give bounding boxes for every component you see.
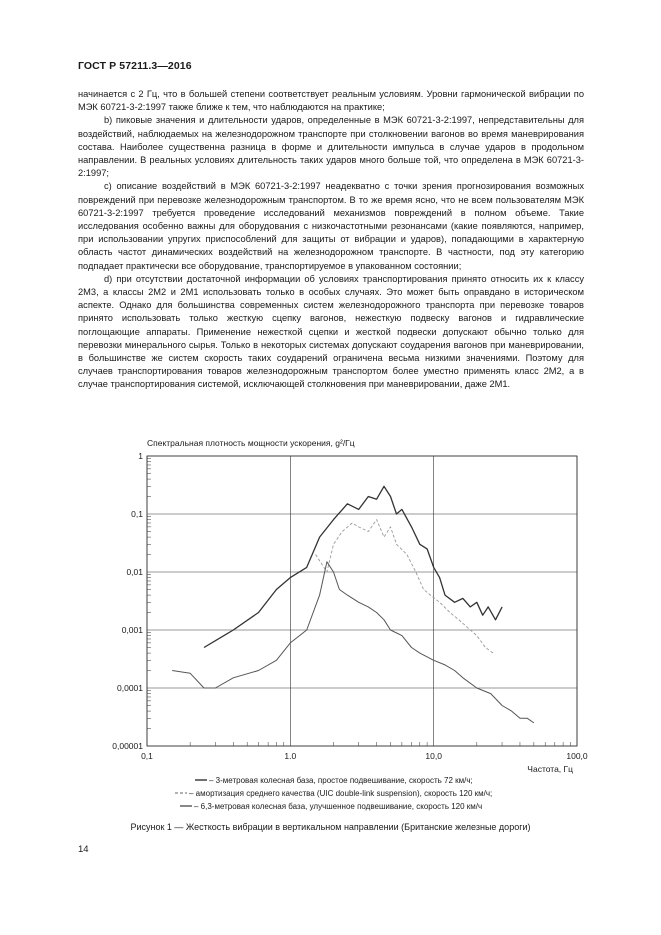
paragraph: b) пиковые значения и длительности ударов, определенные в МЭК 60721-3-2:1997, непредставительны для воздействий, наблюдаемых на железнодорожном транспорте при столкновении вагонов во время маневрирования состава. Наиболее существенна разница в форме и длительности импульса в случае ударов в продольном направлении. В реальных условиях длительность таких ударов много больше той, что определена в МЭК 60721-3-2:1997;	[78, 115, 584, 179]
psd-chart	[100, 434, 600, 824]
paragraph: начинается с 2 Гц, что в большей степени соответствует реальным условиям. Уровни гармонической вибрации по МЭК 60721-3-2:1997 также ближе к тем, что наблюдаются на практике;	[78, 89, 584, 113]
y-tick-label: 0,001	[121, 625, 143, 635]
plot-frame	[147, 456, 577, 746]
legend-label: – 3-метровая колесная база, простое подвешивание, скорость 72 км/ч;	[209, 776, 473, 785]
psd-figure	[100, 434, 600, 824]
y-tick-label: 0,1	[131, 509, 143, 519]
legend-label: – амортизация среднего качества (UIC double-link suspension), скорость 120 км/ч;	[189, 789, 493, 798]
body-text	[78, 88, 584, 392]
y-tick-label: 0,0001	[117, 683, 143, 693]
x-tick-label: 1.0	[284, 751, 297, 761]
series-line	[172, 562, 534, 723]
paragraph: d) при отсутствии достаточной информации об условиях транспортирования принято относить их к классу 2М3, а классы 2М2 и 2М1 использовать только в особых случаях. Это может быть оправдано в историческом аспекте. Однако для большинства современных систем железнодорожного транспорта при перевозке товаров принято использовать только жесткую сцепку вагонов, нежесткую подвеску вагонов и гидравлические поглощающие аппараты. Применение нежесткой сцепки и жесткой подвески допускают обычно только для перевозки минерального сырья. Только в некоторых системах допускают соударения вагонов при маневрировании, в большинстве же систем скорость таких соударений ограничена весьма низкими значениями. Поэтому для случаев транспортирования товаров железнодорожным транспортом более уместно применять класс 2М2, а в случае транспортирования системой, исключающей столкновения при маневрировании, даже 2М1.	[78, 273, 584, 390]
paragraph: c) описание воздействий в МЭК 60721-3-2:1997 неадекватно с точки зрения прогнозирования возможных повреждений при перевозке железнодорожным транспортом. В то же время ясно, что не всем пользователям МЭК 60721-3-2:1997 требуется проведение исследований механизмов повреждений в полном объеме. Такие исследования особенно важны для оборудования с низкочастотными резонансами (какие появляются, например, при использовании упругих приспособлений для защиты от вибрации и ударов), попадающими в характерную область частот динамических воздействий на железнодорожном транспорте. В частности, под эту категорию подпадает практически все оборудование, транспортируемое в упакованном состоянии;	[78, 181, 584, 271]
x-axis-label: Частота, Гц	[527, 764, 573, 774]
chart-title: Спектральная плотность мощности ускорения, g²/Гц	[147, 438, 355, 448]
document-id: ГОСТ Р 57211.3—2016	[78, 60, 192, 72]
x-tick-label: 0,1	[141, 751, 153, 761]
legend-label: – 6,3-метровая колесная база, улучшенное подвешивание, скорость 120 км/ч	[194, 802, 483, 811]
x-tick-label: 100,0	[566, 751, 588, 761]
y-tick-label: 0,01	[126, 567, 143, 577]
y-tick-label: 1	[138, 451, 143, 461]
x-tick-label: 10,0	[425, 751, 442, 761]
y-tick-label: 0,00001	[112, 741, 143, 751]
series-line	[316, 520, 494, 654]
series-line	[204, 486, 502, 647]
figure-caption: Рисунок 1 — Жесткость вибрации в вертикальном направлении (Британские железные дороги)	[130, 822, 531, 832]
page-number: 14	[78, 844, 89, 855]
